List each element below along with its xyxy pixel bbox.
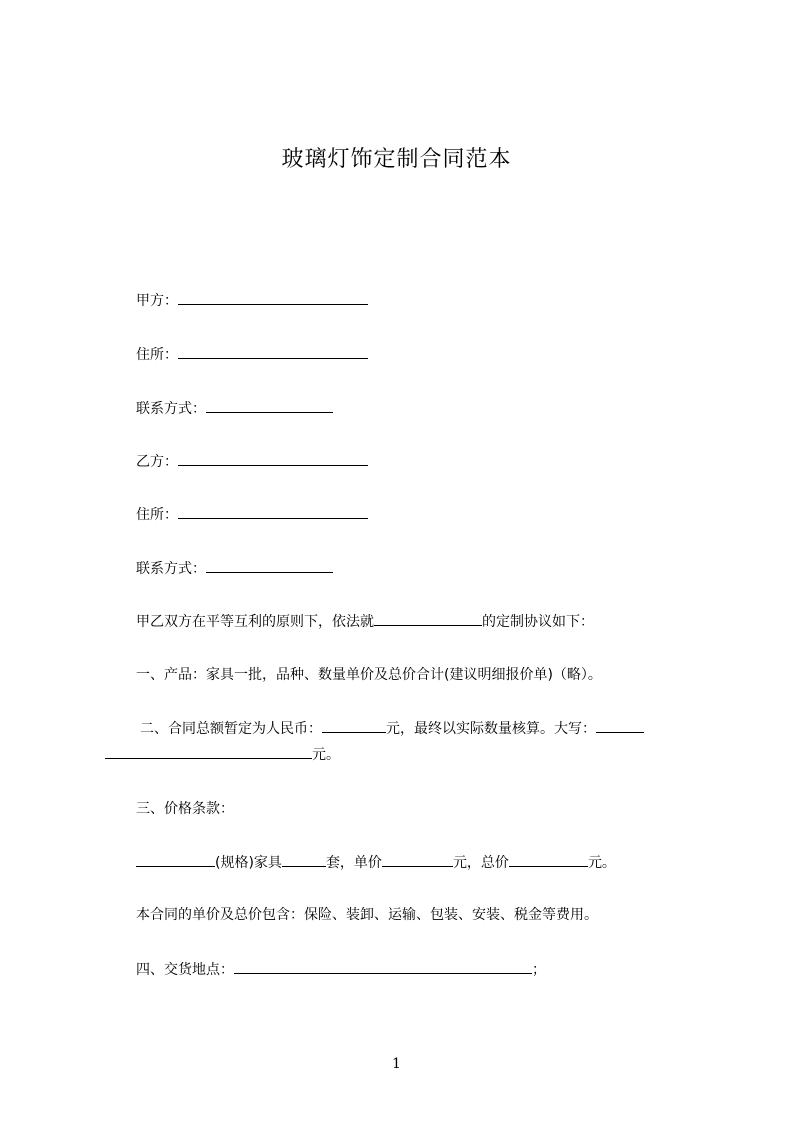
party-b-address-label: 住所： [136, 507, 178, 523]
clause-4-blank[interactable] [234, 959, 532, 974]
page-number: 1 [392, 1056, 401, 1072]
party-b-contact-blank[interactable] [206, 558, 333, 573]
clause-3-spec-blank[interactable] [136, 852, 215, 867]
party-a-contact-label: 联系方式： [136, 401, 206, 417]
document-title: 玻璃灯饰定制合同范本 [281, 147, 512, 172]
clause-3-spec: (规格)家具 [215, 855, 282, 871]
clause-2-words-blank-a[interactable] [596, 718, 644, 733]
intro-prefix: 甲乙双方在平等互利的原则下，依法就 [136, 614, 374, 630]
party-b-contact-label: 联系方式： [136, 561, 206, 577]
clause-2-end: 元。 [312, 747, 340, 763]
clause-2-words-blank-b[interactable] [105, 744, 312, 759]
clause-3-set: 套，单价 [325, 855, 382, 871]
party-a-address-blank[interactable] [178, 344, 368, 359]
party-a-address-line [136, 344, 368, 365]
party-a-address-label: 住所： [136, 347, 178, 363]
party-a-line [136, 290, 368, 311]
clause-2-mid: 元，最终以实际数量核算。大写： [386, 721, 596, 737]
clause-2-amount-blank[interactable] [322, 718, 386, 733]
clause-3-total-blank[interactable] [509, 852, 588, 867]
clause-3-heading: 三、价格条款： [136, 801, 234, 817]
clause-3-includes: 本合同的单价及总价包含：保险、装卸、运输、包装、安装、税金等费用。 [136, 907, 598, 923]
clause-3-unit-yuan: 元，总价 [452, 855, 509, 871]
party-a-contact-line [136, 398, 333, 419]
party-b-line [136, 451, 368, 472]
clause-1: 一、产品：家具一批，品种、数量单价及总价合计(建议明细报价单)（略）。 [136, 667, 602, 683]
clause-2-line-2 [105, 744, 340, 765]
clause-3-unit-price-blank[interactable] [382, 852, 453, 867]
party-a-label: 甲方： [136, 293, 178, 309]
clause-2-line [140, 718, 644, 739]
clause-4-end: ； [532, 962, 546, 978]
party-b-label: 乙方： [136, 454, 178, 470]
party-b-address-line [136, 504, 368, 525]
party-b-address-blank[interactable] [178, 504, 368, 519]
intro-line [136, 611, 594, 632]
party-a-contact-blank[interactable] [206, 398, 333, 413]
clause-4-label: 四、交货地点： [136, 962, 234, 978]
party-b-contact-line [136, 558, 333, 579]
clause-2-prefix: 二、合同总额暂定为人民币： [140, 721, 322, 737]
party-a-blank[interactable] [178, 290, 368, 305]
clause-3-end: 元。 [587, 855, 616, 871]
clause-3-price-line [136, 852, 616, 873]
party-b-blank[interactable] [178, 451, 368, 466]
intro-blank[interactable] [374, 611, 482, 626]
intro-suffix: 的定制协议如下： [482, 614, 594, 630]
clause-4-line [136, 959, 546, 980]
clause-3-qty-blank[interactable] [282, 852, 326, 867]
